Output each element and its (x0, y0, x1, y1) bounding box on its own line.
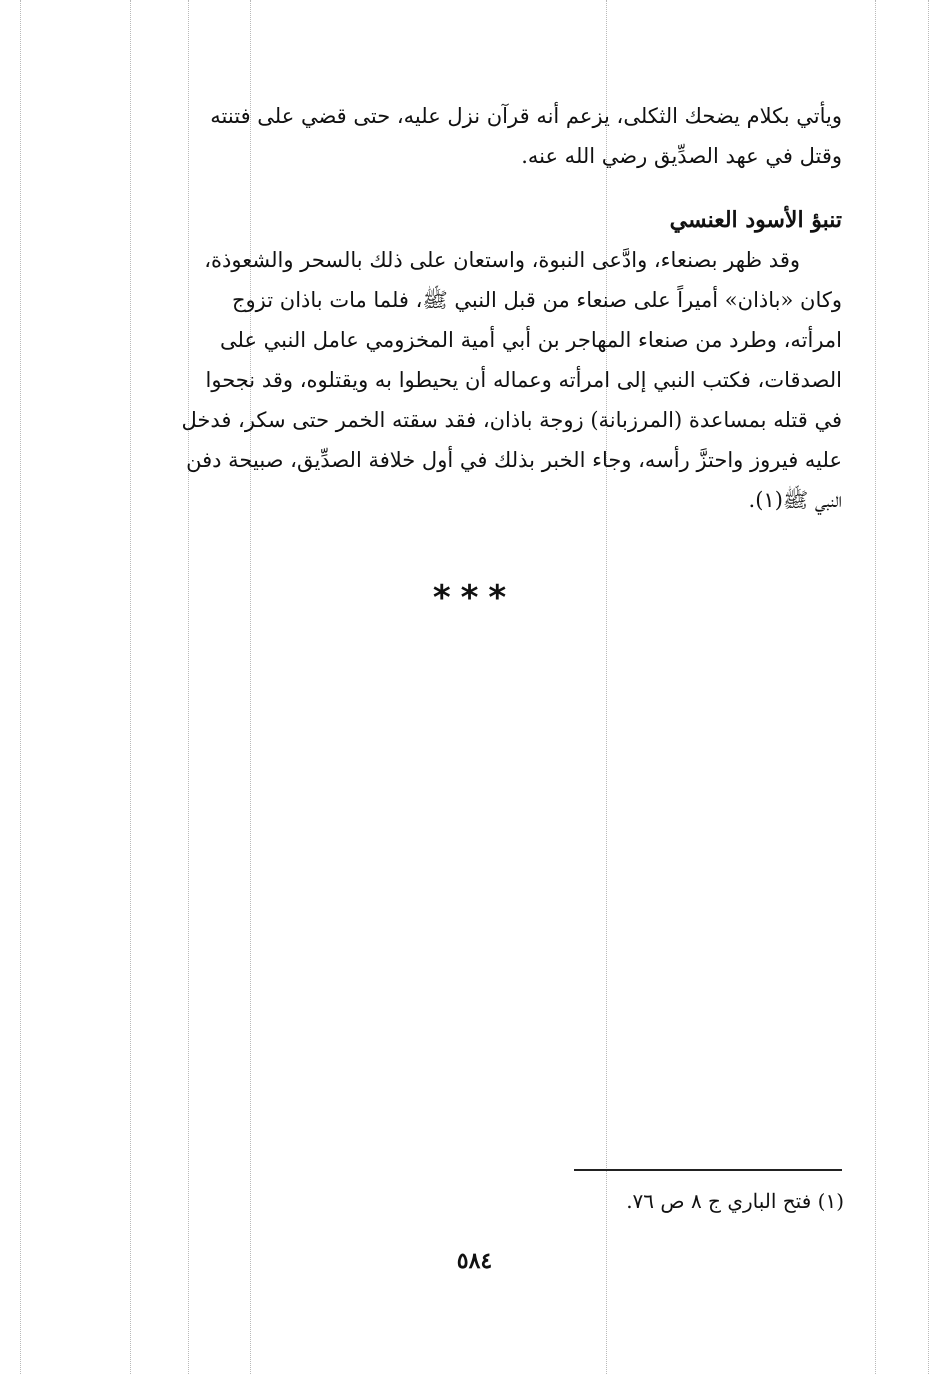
scan-guide-line (250, 0, 251, 1374)
scan-guide-line (188, 0, 189, 1374)
text-line: في قتله بمساعدة (المرزبانة) زوجة باذان، فقد سقته الخمر حتى سكر، فدخل (181, 408, 842, 432)
text-line: ويأتي بكلام يضحك الثكلى، يزعم أنه قرآن نزل عليه، حتى قضي على فتنته (210, 104, 842, 128)
text-line: النبي ﷺ(١). (748, 488, 842, 512)
scan-guide-line (20, 0, 21, 1374)
body-paragraph (140, 240, 842, 520)
text-line: الصدقات، فكتب النبي إلى امرأته وعماله أن يحيطوا به ويقتلوه، وقد نجحوا (205, 368, 842, 392)
intro-paragraph (140, 96, 842, 176)
text-line: امرأته، وطرد من صنعاء المهاجر بن أبي أمية المخزومي عامل النبي على (219, 328, 842, 352)
text-line: وكان «باذان» أميراً على صنعاء من قبل النبي ﷺ، فلما مات باذان تزوج (231, 288, 842, 312)
footnote-rule (574, 1169, 842, 1171)
text-line: وقد ظهر بصنعاء، وادَّعى النبوة، واستعان على ذلك بالسحر والشعوذة، (204, 248, 800, 272)
footnote: (١) فتح الباري ج ٨ ص ٧٦. (626, 1189, 844, 1213)
scan-guide-line (875, 0, 876, 1374)
section-heading: تنبؤ الأسود العنسي (669, 207, 842, 233)
section-separator: *** (432, 578, 517, 618)
scan-guide-line (606, 0, 607, 1374)
scan-guide-line (928, 0, 929, 1374)
text-line: عليه فيروز واحتزَّ رأسه، وجاء الخبر بذلك في أول خلافة الصدِّيق، صبيحة دفن (186, 448, 842, 472)
text-line: وقتل في عهد الصدِّيق رضي الله عنه. (521, 144, 842, 168)
scan-guide-line (130, 0, 131, 1374)
page-number: ٥٨٤ (456, 1248, 493, 1274)
